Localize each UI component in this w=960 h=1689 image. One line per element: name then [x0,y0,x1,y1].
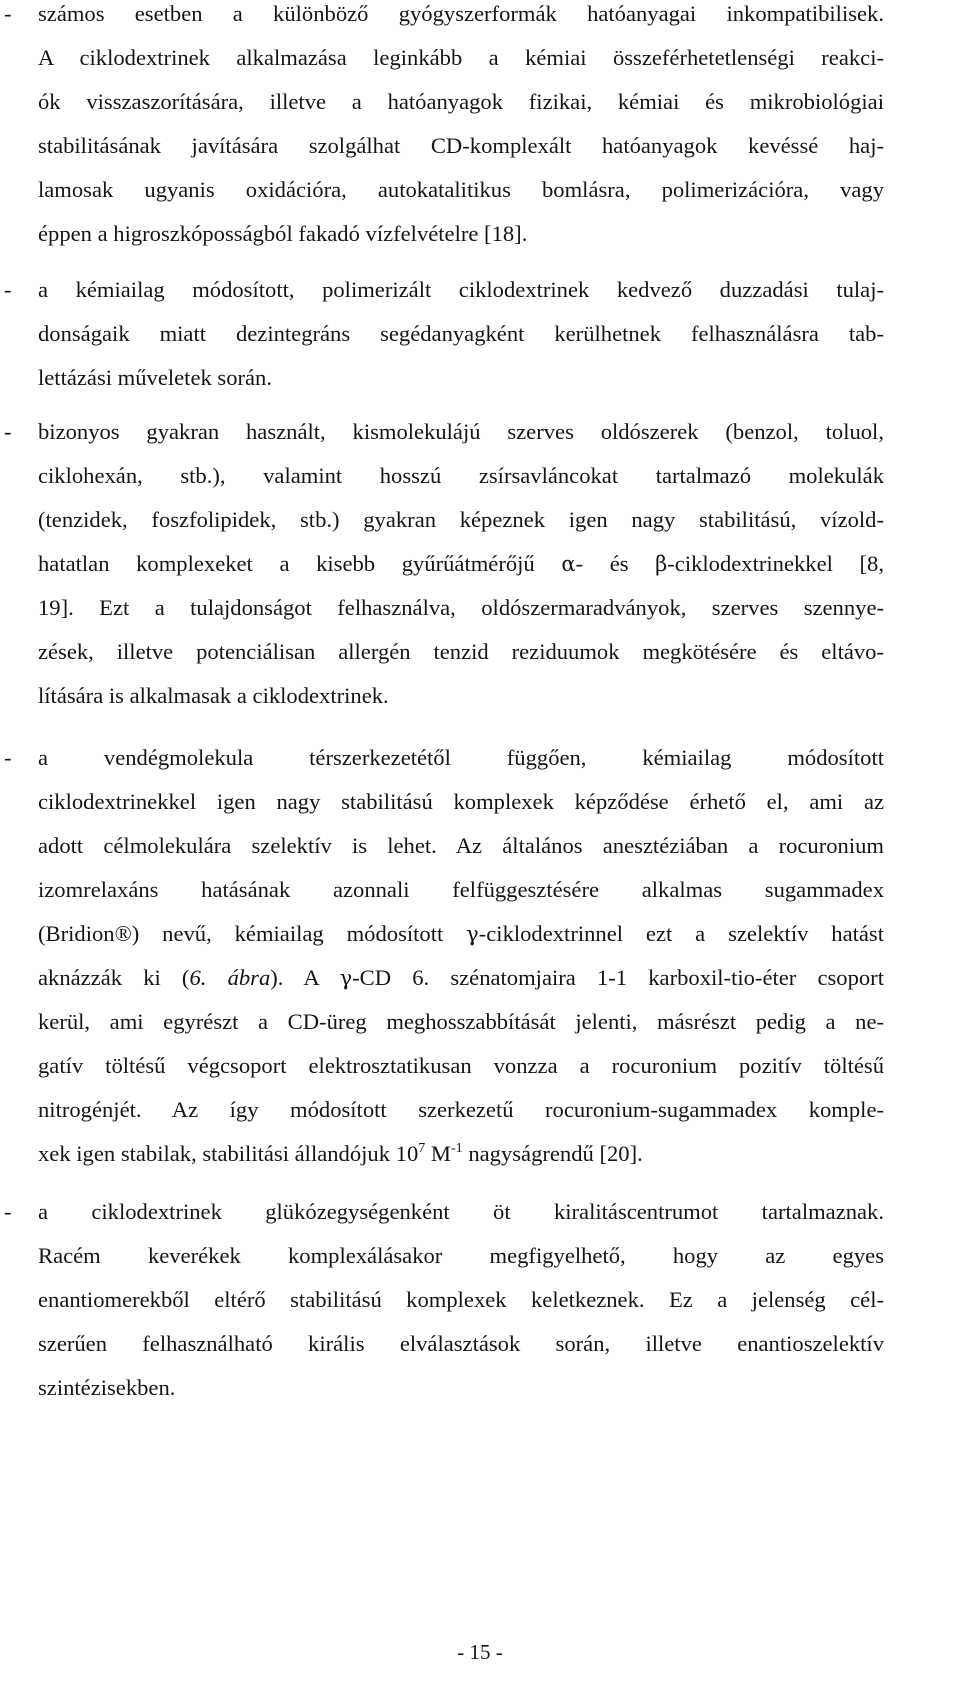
text-line [38,546,884,582]
text-span: M [425,1141,452,1166]
text-line: a vendégmolekula térszerkezetétől függően, kémiailag módosított [38,745,884,770]
text-line: ók visszaszorítására, illetve a hatóanyagok fizikai, kémiai és mikrobiológiai [38,89,884,114]
text-row [0,634,960,670]
list-item [0,272,960,308]
text-line: szerűen felhasználható királis elválasztások során, illetve enantioszelektív [38,1331,884,1356]
text-row [0,872,960,908]
superscript: -1 [451,1141,463,1156]
page-number: - 15 - [457,1640,503,1664]
greek-gamma: γ [466,922,479,946]
text-span: ). A [270,965,340,990]
text-span: (Bridion®) nevű, kémiailag módosított [38,921,467,946]
text-line: szintézisekben. [38,1375,176,1400]
bullet-dash: - [4,745,12,770]
list-item [0,740,960,776]
text-line: a ciklodextrinek glükózegységenként öt kiralitáscentrumot tartalmaznak. [38,1199,884,1224]
list-item [0,1194,960,1230]
text-line: zések, illetve potenciálisan allergén tenzid reziduumok megkötésére és eltávo- [38,639,884,664]
text-row [0,678,960,714]
greek-beta: β [655,552,668,576]
text-line: számos esetben a különböző gyógyszerformák hatóanyagai inkompatibilisek. [38,1,884,26]
figure-reference: 6. ábra [189,965,271,990]
text-line: gatív töltésű végcsoport elektrosztatikusan vonzza a rocuronium pozitív töltésű [38,1053,884,1078]
bullet-dash: - [4,277,12,302]
text-line: izomrelaxáns hatásának azonnali felfüggesztésére alkalmas sugammadex [38,877,884,902]
text-row [0,960,960,996]
text-line [38,916,884,952]
text-line: lamosak ugyanis oxidációra, autokatalitikus bomlásra, polimerizációra, vagy [38,177,884,202]
text-line: 19]. Ezt a tulajdonságot felhasználva, oldószermaradványok, szerves szennye- [38,595,884,620]
text-line: éppen a higroszkóposságból fakadó vízfelvételre [18]. [38,221,528,246]
bullet-dash: - [4,1,12,26]
text-line: lítására is alkalmasak a ciklodextrinek. [38,683,389,708]
text-line [38,960,884,996]
text-row [0,784,960,820]
text-line: (tenzidek, foszfolipidek, stb.) gyakran képeznek igen nagy stabilitású, vízold- [38,507,884,532]
text-span: xek igen stabilak, stabilitási állandójuk 10 [38,1141,419,1166]
text-span: hatatlan komplexeket a kisebb gyűrűátmérőjű [38,551,562,576]
text-line: nitrogénjét. Az így módosított szerkezetű rocuronium-sugammadex komple- [38,1097,884,1122]
text-span: aknázzák ki ( [38,965,190,990]
text-row [0,546,960,582]
text-line: Racém keverékek komplexálásakor megfigyelhető, hogy az egyes [38,1243,884,1268]
text-span: nagyságrendű [20]. [462,1141,643,1166]
text-row [0,1136,960,1172]
text-row [0,40,960,76]
text-row [0,1238,960,1274]
list-item [0,0,960,32]
text-line: a kémiailag módosított, polimerizált ciklodextrinek kedvező duzzadási tulaj- [38,277,884,302]
text-row [0,84,960,120]
text-line: ciklohexán, stb.), valamint hosszú zsírsavláncokat tartalmazó molekulák [38,463,884,488]
text-line: donságaik miatt dezintegráns segédanyagként kerülhetnek felhasználásra tab- [38,321,884,346]
text-row [0,172,960,208]
text-row [0,828,960,864]
text-row [0,360,960,396]
greek-gamma: γ [339,966,353,990]
text-row [0,1370,960,1406]
text-line: enantiomerekből eltérő stabilitású komplexek keletkeznek. Ez a jelenség cél- [38,1287,884,1312]
text-span: -CD 6. szénatomjaira 1-1 karboxil-tio-éter csoport [352,965,884,990]
text-span: -ciklodextrinekkel [8, [667,551,884,576]
text-row [0,458,960,494]
text-row [0,1092,960,1128]
text-row [0,590,960,626]
text-row [0,1282,960,1318]
text-line: bizonyos gyakran használt, kismolekulájú szerves oldószerek (benzol, toluol, [38,419,884,444]
list-item [0,414,960,450]
text-line: lettázási műveletek során. [38,365,273,390]
text-line: ciklodextrinekkel igen nagy stabilitású komplexek képződése érhető el, ami az [38,789,884,814]
text-line: A ciklodextrinek alkalmazása leginkább a kémiai összeférhetetlenségi reakci- [38,45,884,70]
text-line: stabilitásának javítására szolgálhat CD-komplexált hatóanyagok kevéssé haj- [38,133,884,158]
text-row [0,1004,960,1040]
text-line [38,1136,643,1172]
text-row [0,128,960,164]
greek-alpha: α [561,552,576,576]
text-row [0,316,960,352]
superscript: 7 [418,1141,426,1156]
text-line: adott célmolekulára szelektív is lehet. Az általános anesztéziában a rocuronium [38,833,884,858]
text-line: kerül, ami egyrészt a CD-üreg meghosszabbítását jelenti, másrészt pedig a ne- [38,1009,884,1034]
text-row [0,916,960,952]
bullet-dash: - [4,419,12,444]
text-row [0,1326,960,1362]
text-span: - és [575,551,656,576]
text-row [0,1048,960,1084]
text-row [0,502,960,538]
text-span: -ciklodextrinnel ezt a szelektív hatást [478,921,884,946]
text-row [0,216,960,252]
bullet-dash: - [4,1199,12,1224]
